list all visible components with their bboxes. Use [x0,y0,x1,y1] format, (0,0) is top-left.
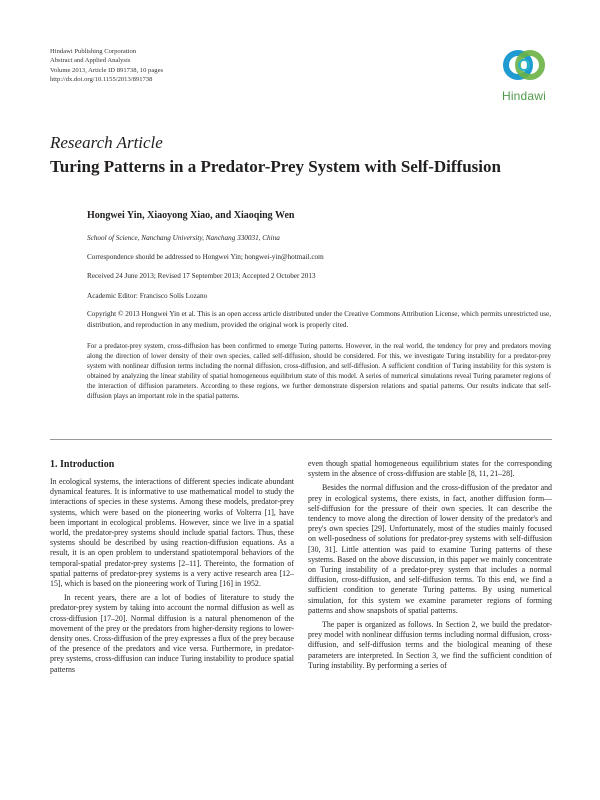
section-divider [50,439,552,440]
hindawi-rings-icon [496,42,552,88]
paragraph: Besides the normal diffusion and the cross-diffusion of the predator and prey in ecological systems, there exists, in fact, another diffusion form—self-diffusion for the pressure of their own species. It can describe the tendency to move along the direction of lower density of the predator's and prey's own species [29]. Unfortunately, most of the studies mainly focused on well-posedness of solutions for predator-prey systems with self-diffusion [30, 31]. Little attention was paid to examine Turing patterns of these systems. Based on the above discussion, in this paper we mainly concentrate on Turing instability of a predator-prey system that includes a normal diffusion, cross-diffusion, and self-diffusion terms. To this end, we find a sufficient condition to generate Turing patterns. By using numerical simulation, for this system we examine parameter regions of forming patterns and show snapshots of spatial patterns. [308,483,552,615]
hindawi-logo [496,42,552,106]
journal-name: Abstract and Applied Analysis [50,57,131,65]
paragraph: even though spatial homogeneous equilibrium states for the corresponding system in the absence of cross-diffusion are stable [8, 11, 21–28]. [308,459,552,479]
right-column [308,459,552,671]
doi-link[interactable]: http://dx.doi.org/10.1155/2013/891738 [50,75,153,83]
academic-editor: Academic Editor: Francisco Solís Lozano [87,292,208,300]
volume-info: Volume 2013, Article ID 891738, 10 pages [50,66,164,74]
section-heading: 1. Introduction [50,459,115,470]
paragraph: The paper is organized as follows. In Section 2, we build the predator-prey model with nonlinear diffusion terms including normal diffusion, cross-diffusion, and self-diffusion terms and the biological meaning of these parameters are interpreted. In Section 3, we find the sufficient condition of Turing instability. By performing a series of [308,620,552,670]
journal-header [50,47,350,84]
author-list: Hongwei Yin, Xiaoyong Xiao, and Xiaoqing Wen [87,210,295,221]
abstract-text: For a predator-prey system, cross-diffusion has been confirmed to emerge Turing patterns. However, in the real world, the tendency for prey and predators moving along the direction of lower density of their own species, called self-diffusion, should be considered. For this, we investigate Turing instability for a predator-prey system with nonlinear diffusion terms including the normal diffusion, cross-diffusion, and self-diffusion. A sufficient condition of Turing instability for this system is obtained by analyzing the linear stability of spatial homogeneous equilibrium state of this model. A series of numerical simulations reveal Turing parameter regions of the interaction of diffusion parameters. According to these regions, we further demonstrate dispersion relations and spatial patterns. Our results indicate that self-diffusion plays an important role in the spatial patterns. [87,343,551,400]
paragraph: In ecological systems, the interactions of different species indicate abundant dynamical features. It is informative to use mathematical model to study the interactions of species in these systems. Among these models, predator-prey systems, which were based on the pioneering works of Volterra [1], have been important in ecological problems. However, since we live in a spatial world, the predator-prey systems should include spatial factors. Thus, these systems should be described by using reaction-diffusion equations. As a result, it is an open problem to understand spatiotemporal behaviors of the temporal-spatial predator-prey systems [2–11]. Thereinto, the formation of spatial patterns of predator-prey systems is a very active research area [12–15], which is based on the pioneering work of Turing [16] in 1952. [50,477,294,589]
copyright-notice: Copyright © 2013 Hongwei Yin et al. This is an open access article distributed under the Creative Commons Attribution License, which permits unrestricted use, distribution, and reproduction in any medium, provided the original work is properly cited. [87,310,551,329]
publisher-name: Hindawi Publishing Corporation [50,48,137,55]
left-column [50,477,294,675]
logo-text: Hindawi [501,89,547,103]
paragraph: In recent years, there are a lot of bodies of literature to study the predator-prey system by taking into account the normal diffusion as well as cross-diffusion [17–20]. Normal diffusion is a natural phenomenon of the movement of the prey or the predators from higher-density regions to lower-density ones. Cross-diffusion of the prey expresses a flux of the prey because of the presence of the predators and vice versa. Furthermore, in predator-prey systems, cross-diffusion can induce Turing instability to produce spatial patterns [50,593,294,674]
paper-title: Turing Patterns in a Predator-Prey System with Self-Diffusion [50,157,501,176]
correspondence: Correspondence should be addressed to Hongwei Yin; hongwei-yin@hotmail.com [87,253,324,261]
article-type: Research Article [50,133,163,152]
affiliation: School of Science, Nanchang University, Nanchang 330031, China [87,234,280,242]
article-dates: Received 24 June 2013; Revised 17 September 2013; Accepted 2 October 2013 [87,272,316,280]
